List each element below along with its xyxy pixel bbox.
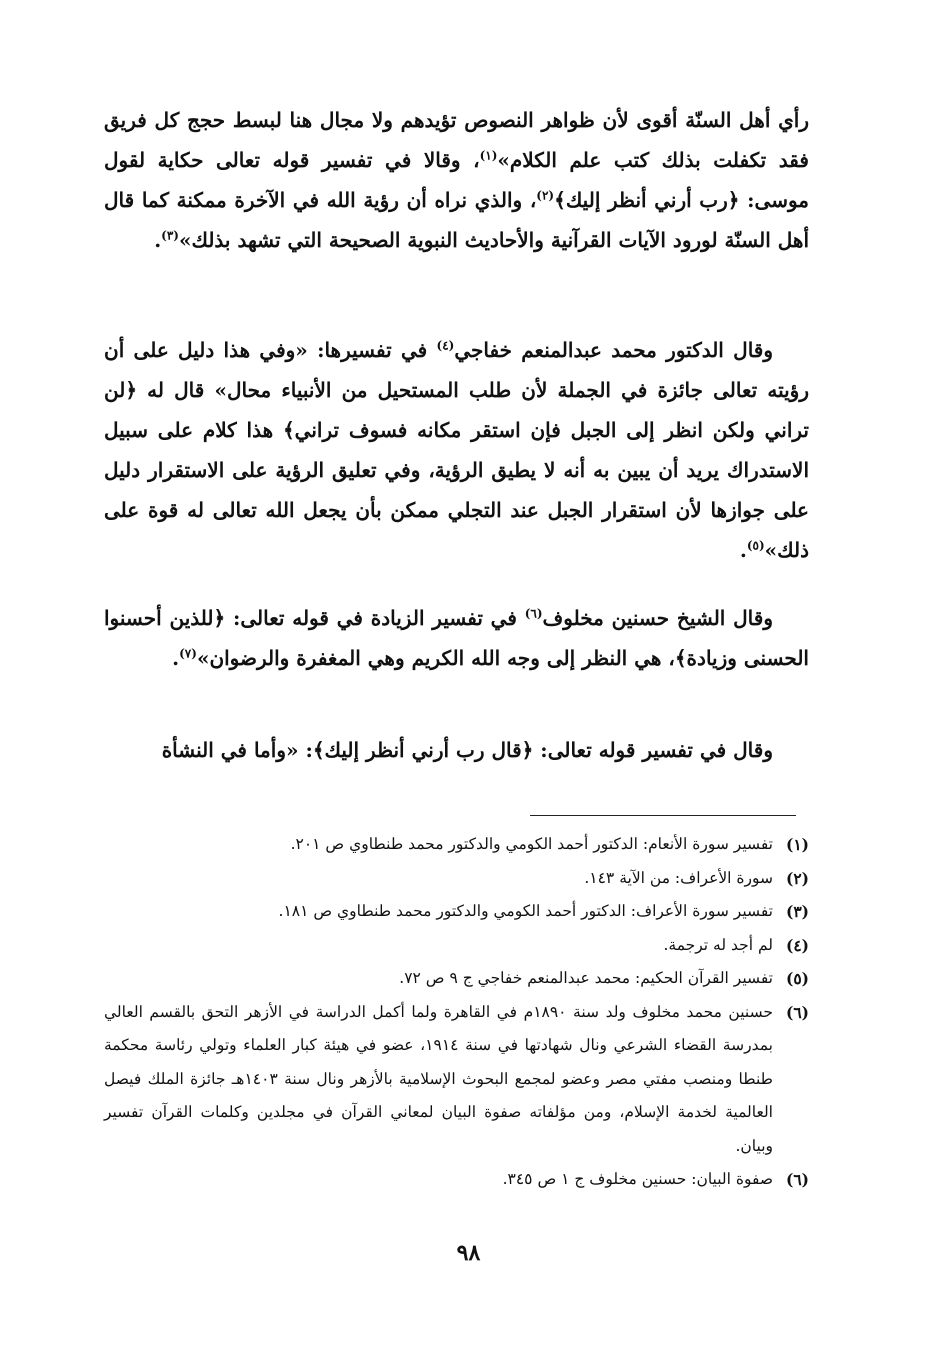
page-number: ٩٨	[456, 1240, 481, 1266]
text-run: وقال الدكتور محمد عبدالمنعم خفاجي	[454, 338, 774, 362]
text-run: .	[172, 646, 180, 670]
footnote-number: (٣)	[785, 902, 809, 921]
footnote-ref: (١)	[479, 148, 498, 163]
footnote-number: (٤)	[785, 935, 809, 955]
text-run: رأي أهل السنّة أقوى لأن ظواهر النصوص تؤيدهم ولا مجال هنا لبسط حجج كل فريق فقد تكفلت بذلك كتب علم الكلام»	[104, 108, 809, 172]
footnote-item	[104, 929, 809, 963]
footnote-text: سورة الأعراف: من الآية ١٤٣.	[584, 868, 773, 887]
footnote-item	[104, 895, 809, 929]
footnote-item	[104, 962, 809, 996]
footnote-text: تفسير القرآن الحكيم: محمد عبدالمنعم خفاجي ج ٩ ص ٧٢.	[399, 969, 773, 987]
footnote-ref: (٥)	[746, 538, 765, 553]
footnote-text: تفسير سورة الأعراف: الدكتور أحمد الكومي والدكتور محمد طنطاوي ص ١٨١.	[278, 902, 773, 920]
text-run: وقال الشيخ حسنين مخلوف	[542, 606, 773, 630]
footnote-item	[104, 996, 809, 1164]
text-run: .	[739, 538, 747, 562]
footnote-item	[104, 862, 809, 896]
footnote-ref: (٢)	[536, 188, 555, 203]
footnote-divider	[530, 815, 796, 816]
body-paragraph-1	[104, 100, 809, 260]
text-run: وقال في تفسير قوله تعالى: ﴿قال رب أرني أنظر إليك﴾: «وأما في النشأة	[161, 738, 773, 762]
footnote-number: (٥)	[785, 969, 809, 988]
footnote-number: (٢)	[785, 868, 809, 888]
footnote-ref: (٤)	[436, 338, 455, 353]
footnote-number: (٦)	[785, 1170, 809, 1189]
text-run: .	[154, 228, 162, 252]
footnote-text: صفوة البيان: حسنين مخلوف ج ١ ص ٣٤٥.	[502, 1170, 773, 1188]
footnote-text: حسنين محمد مخلوف ولد سنة ١٨٩٠م في القاهرة ولما أكمل الدراسة في الأزهر التحق بالقسم العالي بمدرسة القضاء الشرعي ونال شهادتها في سنة ١٩١٤، عضو في هيئة كبار العلماء وتولي رئاسة محكمة طنطا ومنصب مفتي مصر وعضو لمجمع البحوث الإسلامية بالأزهر ونال سنة ١٤٠٣هـ جائزة الملك فيصل العالمية لخدمة الإسلام، ومن مؤلفاته صفوة البيان لمعاني القرآن في مجلدين وكلمات القرآن تفسير وبيان.	[104, 1002, 773, 1155]
text-run: في تفسير الزيادة في قوله تعالى: ﴿للذين أحسنوا الحسنى وزيادة﴾، هي النظر إلى وجه الله الكريم وهي المغفرة والرضوان»	[104, 606, 809, 670]
body-paragraph-4	[104, 730, 809, 770]
footnote-item	[104, 1163, 809, 1197]
footnote-number: (١)	[785, 835, 809, 854]
text-run: ، وقالا في تفسير قوله تعالى حكاية لقول موسى: ﴿رب أرني أنظر إليك﴾	[104, 148, 809, 212]
body-paragraph-3	[104, 598, 809, 678]
footnote-text: لم أجد له ترجمة.	[663, 935, 773, 954]
footnotes-list	[104, 828, 809, 1197]
footnote-ref: (٦)	[524, 606, 543, 621]
footnote-item	[104, 828, 809, 862]
footnote-ref: (٧)	[179, 646, 197, 661]
text-run: ، والذي نراه أن رؤية الله في الآخرة ممكنة كما قال أهل السنّة لورود الآيات القرآنية والأحاديث النبوية الصحيحة التي تشهد بذلك»	[104, 188, 809, 252]
body-paragraph-2	[104, 330, 809, 570]
footnote-number: (٦)	[785, 1002, 809, 1022]
text-run: في تفسيرها: «وفي هذا دليل على أن رؤيته تعالى جائزة في الجملة لأن طلب المستحيل من الأنبياء محال» قال له ﴿لن تراني ولكن انظر إلى الجبل فإن استقر مكانه فسوف تراني﴾ هذا كلام على سبيل الاستدراك يريد أن يبين به أنه لا يطيق الرؤية، وفي تعليق الرؤية على الاستقرار دليل على جوازها لأن استقرار الجبل عند التجلي ممكن بأن يجعل الله تعالى له قوة على ذلك»	[104, 338, 809, 562]
footnote-ref: (٣)	[161, 228, 179, 243]
footnote-text: تفسير سورة الأنعام: الدكتور أحمد الكومي والدكتور محمد طنطاوي ص ٢٠١.	[290, 835, 773, 853]
